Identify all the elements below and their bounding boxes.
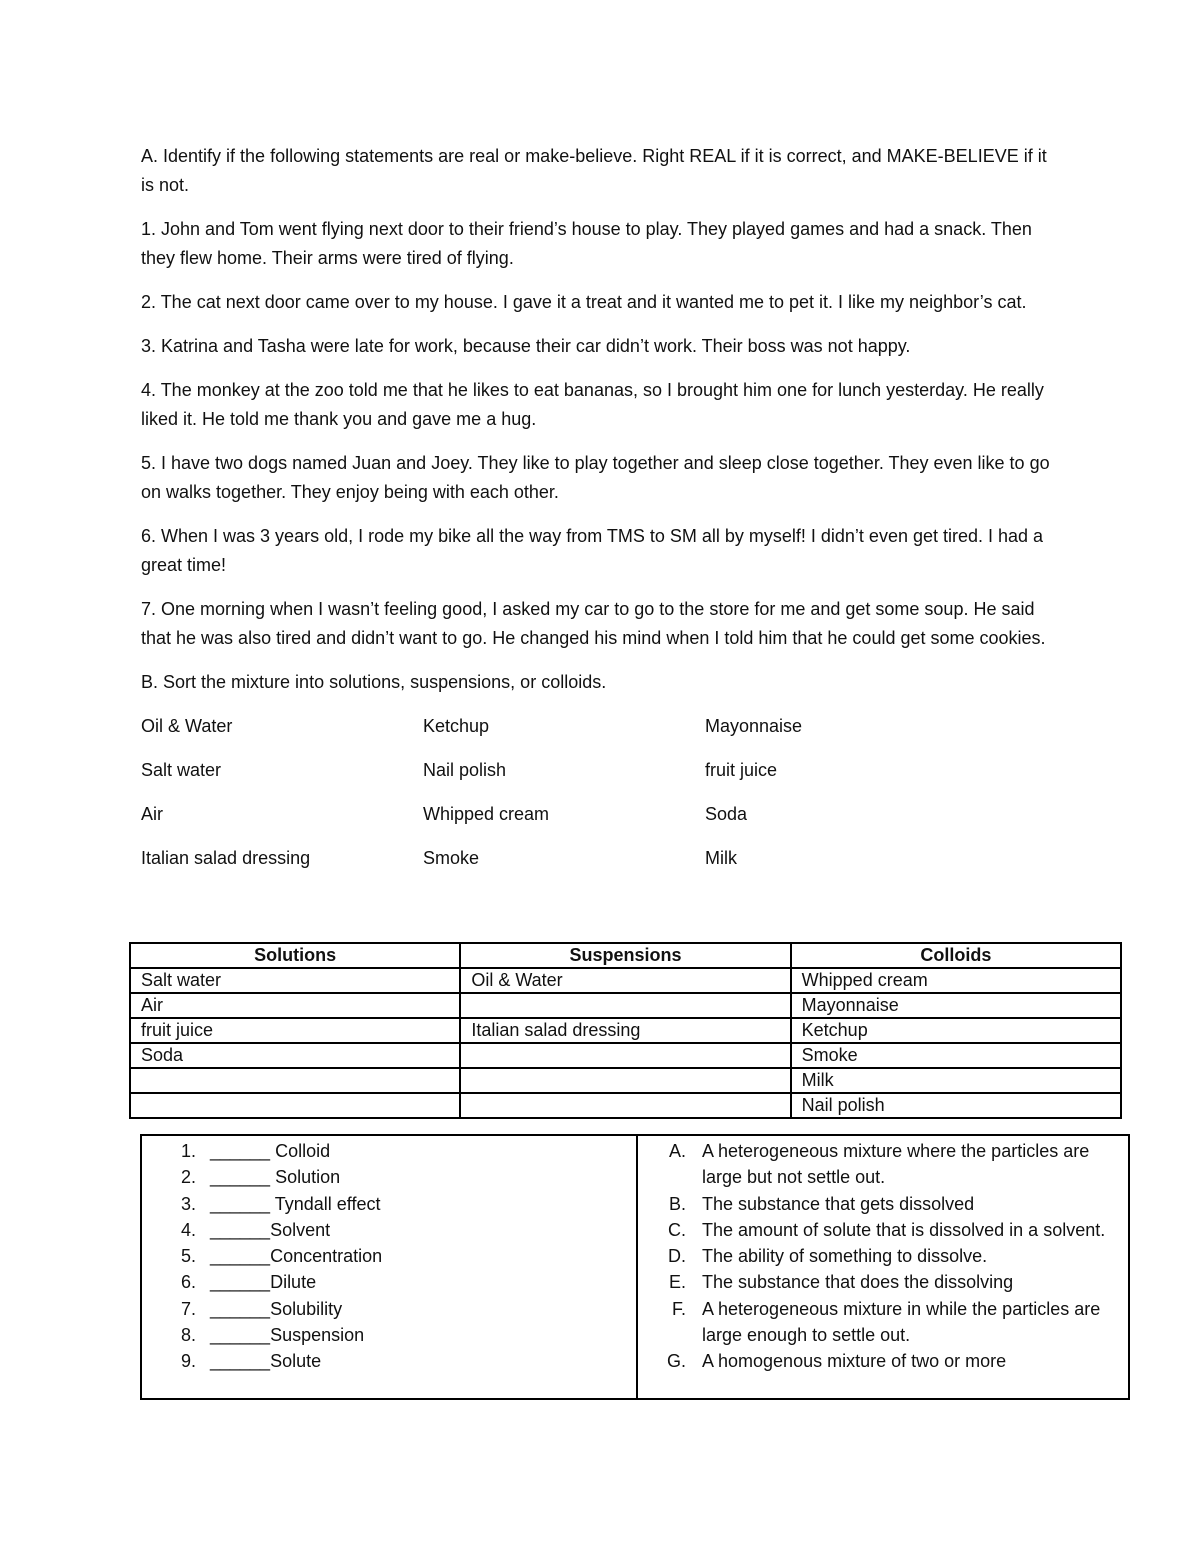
term-text: ______Suspension <box>210 1325 365 1346</box>
table-cell: Mayonnaise <box>791 993 1121 1018</box>
term-item <box>142 1191 636 1217</box>
definition-text: A heterogeneous mixture in while the particles are large enough to settle out. <box>702 1298 1101 1346</box>
statement-3: 3. Katrina and Tasha were late for work, because their car didn’t work. Their boss was not happy. <box>141 336 911 356</box>
definition-item <box>638 1217 1128 1243</box>
table-cell <box>130 1068 460 1093</box>
worksheet-body <box>141 142 1061 873</box>
table-cell: Whipped cream <box>791 968 1121 993</box>
table-cell: Oil & Water <box>460 968 790 993</box>
term-number: 2. <box>180 1167 196 1188</box>
table-cell <box>460 1068 790 1093</box>
term-item <box>142 1348 636 1374</box>
table-row <box>130 1093 1121 1118</box>
mixture-item: Italian salad dressing <box>141 848 311 868</box>
table-cell: Soda <box>130 1043 460 1068</box>
term-text: ______Solubility <box>210 1298 343 1319</box>
table-cell: Milk <box>791 1068 1121 1093</box>
term-text: ______Solute <box>210 1351 322 1372</box>
mixture-sort-table <box>129 942 1122 1119</box>
section-a-instructions: A. Identify if the following statements are real or make-believe. Right REAL if it is correct, and MAKE-BELIEVE if it is not. <box>141 146 1047 195</box>
definition-item <box>638 1269 1128 1295</box>
definition-text: The ability of something to dissolve. <box>702 1246 988 1267</box>
table-row <box>130 1068 1121 1093</box>
term-item <box>142 1269 636 1295</box>
mixture-item: fruit juice <box>705 760 778 780</box>
statement-1: 1. John and Tom went flying next door to their friend’s house to play. They played games and had a snack. Then they flew home. Their arms were tired of flying. <box>141 219 1032 268</box>
table-header-row <box>130 943 1121 968</box>
mixture-list <box>141 712 1061 873</box>
table-row <box>130 968 1121 993</box>
table-cell <box>460 1043 790 1068</box>
definition-text: The amount of solute that is dissolved in a solvent. <box>702 1219 1106 1240</box>
terms-column <box>142 1136 638 1398</box>
definition-text: The substance that gets dissolved <box>702 1193 975 1214</box>
definition-letter: A. <box>668 1141 686 1161</box>
definition-item <box>638 1296 1128 1349</box>
term-item <box>142 1138 636 1164</box>
table-cell <box>130 1093 460 1118</box>
table-row <box>130 993 1121 1018</box>
section-b-instructions: B. Sort the mixture into solutions, suspensions, or colloids. <box>141 672 607 692</box>
definition-letter: G. <box>666 1351 686 1372</box>
term-item <box>142 1296 636 1322</box>
definition-letter: E. <box>668 1272 686 1293</box>
table-cell: Ketchup <box>791 1018 1121 1043</box>
header-suspensions: Suspensions <box>460 943 790 968</box>
definition-item <box>638 1138 1128 1191</box>
table-row <box>130 1018 1121 1043</box>
table-cell: Salt water <box>130 968 460 993</box>
matching-box <box>140 1134 1130 1400</box>
term-item <box>142 1322 636 1348</box>
mixture-item: Smoke <box>423 848 480 868</box>
definition-item <box>638 1348 1128 1374</box>
definition-item <box>638 1191 1128 1217</box>
term-item <box>142 1164 636 1190</box>
definition-letter: C. <box>668 1219 686 1240</box>
term-item <box>142 1217 636 1243</box>
mixture-item: Soda <box>705 804 748 824</box>
term-text: ______Concentration <box>210 1246 383 1267</box>
term-number: 1. <box>180 1141 196 1161</box>
header-colloids: Colloids <box>791 943 1121 968</box>
mixture-item: Mayonnaise <box>705 716 803 736</box>
term-item <box>142 1243 636 1269</box>
term-text: ______ Colloid <box>210 1141 331 1161</box>
definition-item <box>638 1243 1128 1269</box>
table-cell: fruit juice <box>130 1018 460 1043</box>
statement-6: 6. When I was 3 years old, I rode my bike all the way from TMS to SM all by myself! I didn’t even get tired. I had a great time! <box>141 526 1044 575</box>
term-number: 6. <box>180 1272 196 1293</box>
mixture-item: Ketchup <box>423 716 490 736</box>
term-number: 7. <box>180 1298 196 1319</box>
definition-text: A homogenous mixture of two or more <box>702 1351 1007 1372</box>
mixture-item: Oil & Water <box>141 716 233 736</box>
mixture-item: Milk <box>705 848 737 868</box>
definitions-column <box>638 1136 1128 1398</box>
term-text: ______Dilute <box>210 1272 317 1293</box>
term-number: 9. <box>180 1351 196 1372</box>
definition-letter: D. <box>668 1246 686 1267</box>
statement-5: 5. I have two dogs named Juan and Joey. They like to play together and sleep close together. They even like to go on walks together. They enjoy being with each other. <box>141 453 1050 502</box>
table-cell: Air <box>130 993 460 1018</box>
term-number: 8. <box>180 1325 196 1346</box>
mixture-item: Air <box>141 804 163 824</box>
definition-letter: F. <box>671 1298 686 1319</box>
table-cell: Nail polish <box>791 1093 1121 1118</box>
table-cell <box>460 1093 790 1118</box>
term-text: ______ Solution <box>210 1167 341 1188</box>
term-number: 4. <box>180 1219 196 1240</box>
definition-text: The substance that does the dissolving <box>702 1272 1014 1293</box>
mixture-item: Nail polish <box>423 760 507 780</box>
mixture-item: Whipped cream <box>423 804 550 824</box>
table-row <box>130 1043 1121 1068</box>
term-text: ______Solvent <box>210 1219 331 1240</box>
table-cell: Smoke <box>791 1043 1121 1068</box>
definition-letter: B. <box>668 1193 686 1214</box>
term-number: 5. <box>180 1246 196 1267</box>
statement-7: 7. One morning when I wasn’t feeling good, I asked my car to go to the store for me and get some soup. He said that he was also tired and didn’t want to go. He changed his mind when I told him that he could get some cookies. <box>141 599 1046 648</box>
term-number: 3. <box>180 1193 196 1214</box>
term-text: ______ Tyndall effect <box>210 1193 381 1214</box>
statement-2: 2. The cat next door came over to my house. I gave it a treat and it wanted me to pet it. I like my neighbor’s cat. <box>141 292 1027 312</box>
header-solutions: Solutions <box>130 943 460 968</box>
definition-text: A heterogeneous mixture where the particles are large but not settle out. <box>702 1141 1090 1188</box>
mixture-item: Salt water <box>141 760 222 780</box>
table-cell: Italian salad dressing <box>460 1018 790 1043</box>
statement-4: 4. The monkey at the zoo told me that he likes to eat bananas, so I brought him one for lunch yesterday. He really liked it. He told me thank you and gave me a hug. <box>141 380 1044 429</box>
table-cell <box>460 993 790 1018</box>
